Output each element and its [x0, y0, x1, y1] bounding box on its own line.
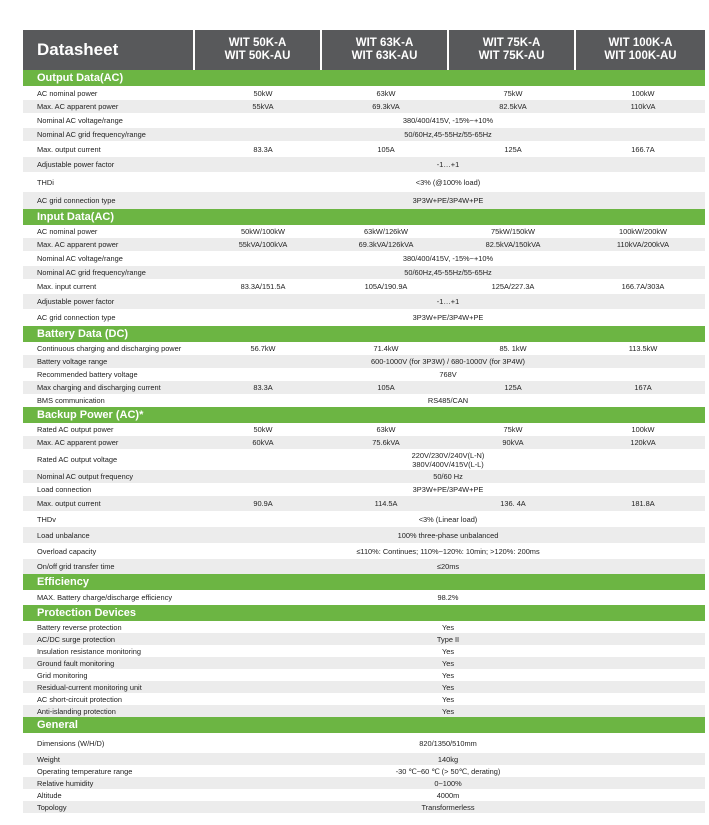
section-header: General: [23, 717, 705, 733]
spec-value-span: [248, 543, 648, 559]
spec-value-span: [248, 355, 648, 368]
section-header: Battery Data (DC): [23, 326, 705, 342]
spec-label: AC grid connection type: [37, 196, 116, 205]
spec-value: 83.3A/151.5A: [240, 282, 286, 291]
spec-value-line: 3P3W+PE/3P4W+PE: [412, 196, 484, 205]
spec-value: 105A: [377, 144, 395, 154]
spec-value: 100kW: [631, 425, 655, 434]
spec-value-span: [248, 192, 648, 209]
spec-label: AC/DC surge protection: [37, 634, 116, 644]
spec-value-span: [248, 294, 648, 309]
spec-label: Battery reverse protection: [37, 622, 122, 632]
spec-label: Altitude: [37, 790, 62, 800]
table-row: [23, 157, 705, 172]
model-variant: WIT 50K-AU: [224, 50, 291, 62]
spec-value-span: [248, 777, 648, 789]
table-row: [23, 394, 705, 407]
table-row: [23, 483, 705, 496]
spec-value: 83.3A: [253, 383, 273, 392]
spec-value-span: [248, 633, 648, 645]
spec-value-line: 140kg: [437, 754, 459, 764]
table-row: [23, 511, 705, 527]
spec-value: 166.7A/303A: [621, 282, 665, 291]
spec-value: 63kW: [376, 88, 396, 98]
spec-value-line: 380V/400V/415V(L-L): [412, 459, 484, 469]
table-row: [23, 225, 705, 238]
table-row: [23, 381, 705, 394]
spec-value-line: Yes: [441, 706, 455, 716]
spec-label: Nominal AC output frequency: [37, 472, 134, 481]
section-header: Protection Devices: [23, 605, 705, 621]
spec-label: MAX. Battery charge/discharge efficiency: [37, 593, 173, 602]
spec-value-line: <3% (Linear load): [418, 514, 478, 524]
table-row: [23, 527, 705, 543]
spec-label: Weight: [37, 754, 60, 764]
spec-value-span: [248, 113, 648, 128]
spec-value: 120kVA: [630, 438, 656, 447]
spec-label: Recommended battery voltage: [37, 370, 138, 379]
spec-label: THDi: [37, 177, 54, 187]
model-name: WIT 100K-A: [608, 37, 673, 49]
section-header: Backup Power (AC)*: [23, 407, 705, 423]
model-header-50k: [195, 30, 320, 70]
model-variant: WIT 75K-AU: [478, 50, 545, 62]
spec-value-span: [248, 483, 648, 496]
spec-value: 100kW: [631, 88, 655, 98]
spec-value: 105A/190.9A: [364, 282, 408, 291]
spec-value: 71.4kW: [373, 344, 399, 353]
spec-value: 75kW/150kW: [491, 227, 535, 236]
spec-value-span: [248, 266, 648, 279]
spec-value: 69.3kVA: [372, 102, 400, 111]
table-row: [23, 777, 705, 789]
spec-label: Max. input current: [37, 282, 97, 291]
spec-value-line: 768V: [439, 370, 457, 379]
spec-value-line: 820/1350/510mm: [419, 738, 477, 748]
table-row: [23, 621, 705, 633]
spec-value-span: [248, 733, 648, 753]
spec-value-line: Yes: [441, 670, 455, 680]
table-row: [23, 543, 705, 559]
spec-value: 50kW: [253, 425, 273, 434]
spec-value-line: RS485/CAN: [427, 396, 469, 405]
spec-label: Adjustable power factor: [37, 160, 115, 169]
table-row: [23, 705, 705, 717]
spec-value-line: 0~100%: [434, 778, 462, 788]
spec-value: 55kVA: [252, 102, 274, 111]
table-row: [23, 251, 705, 266]
spec-label: Load unbalance: [37, 530, 90, 540]
spec-value-line: 98.2%: [437, 593, 459, 602]
table-row: [23, 669, 705, 681]
spec-label: Operating temperature range: [37, 766, 133, 776]
spec-value-line: 3P3W+PE/3P4W+PE: [412, 313, 484, 322]
spec-value-line: <3% (@100% load): [415, 177, 481, 187]
spec-label: BMS communication: [37, 396, 105, 405]
table-row: [23, 368, 705, 381]
spec-value: 110kVA/200kVA: [616, 240, 670, 249]
table-row: [23, 100, 705, 113]
section-header: Input Data(AC): [23, 209, 705, 225]
spec-value-line: ≤20ms: [436, 562, 460, 571]
spec-label: AC nominal power: [37, 227, 98, 236]
spec-value-span: [248, 511, 648, 527]
spec-value: 60kVA: [252, 438, 274, 447]
section-header: Output Data(AC): [23, 70, 705, 86]
spec-value: 82.5kVA: [499, 102, 527, 111]
spec-value: 136. 4A: [500, 499, 526, 508]
spec-label: Battery voltage range: [37, 357, 108, 366]
spec-label: Adjustable power factor: [37, 297, 115, 306]
spec-value-line: 100% three-phase unbalanced: [397, 530, 499, 540]
table-row: [23, 693, 705, 705]
spec-value: 167A: [634, 383, 652, 392]
table-row: [23, 423, 705, 436]
table-row: [23, 645, 705, 657]
section-header: Efficiency: [23, 574, 705, 590]
table-row: [23, 496, 705, 511]
spec-value-span: [248, 621, 648, 633]
table-row: [23, 559, 705, 574]
spec-value-line: 380/400/415V, -15%~+10%: [402, 116, 494, 125]
table-body: [23, 70, 705, 813]
spec-value: 69.3kVA/126kVA: [358, 240, 414, 249]
spec-value-line: Type II: [436, 634, 460, 644]
spec-value-span: [248, 368, 648, 381]
spec-value-line: 50/60Hz,45-55Hz/55-65Hz: [404, 268, 492, 277]
spec-value: 50kW: [253, 88, 273, 98]
table-row: [23, 657, 705, 669]
spec-value: 85. 1kW: [499, 344, 527, 353]
table-row: [23, 342, 705, 355]
table-row: [23, 436, 705, 449]
model-variant: WIT 100K-AU: [604, 50, 677, 62]
table-row: [23, 309, 705, 326]
spec-value-span: [248, 128, 648, 141]
spec-label: Nominal AC grid frequency/range: [37, 268, 146, 277]
table-row: [23, 633, 705, 645]
spec-label: Anti-islanding protection: [37, 706, 116, 716]
table-row: [23, 238, 705, 251]
spec-label: Rated AC output voltage: [37, 455, 118, 464]
table-row: [23, 172, 705, 192]
model-header-100k: [576, 30, 705, 70]
spec-label: Residual-current monitoring unit: [37, 682, 142, 692]
spec-label: Max. output current: [37, 144, 101, 154]
spec-label: Continuous charging and discharging power: [37, 344, 182, 353]
table-row: [23, 801, 705, 813]
spec-label: Insulation resistance monitoring: [37, 646, 141, 656]
spec-label: Load connection: [37, 485, 92, 494]
spec-label: THDv: [37, 514, 56, 524]
spec-label: Max. AC apparent power: [37, 240, 119, 249]
spec-value-span: [248, 251, 648, 266]
spec-label: Max charging and discharging current: [37, 383, 161, 392]
spec-value-line: 220V/230V/240V(L-N): [411, 450, 485, 460]
spec-value: 90kVA: [502, 438, 524, 447]
table-row: [23, 192, 705, 209]
spec-label: Topology: [37, 802, 67, 812]
table-row: [23, 470, 705, 483]
table-row: [23, 765, 705, 777]
table-row: [23, 681, 705, 693]
spec-value: 82.5kVA/150kVA: [485, 240, 541, 249]
spec-value-span: [248, 157, 648, 172]
spec-label: Relative humidity: [37, 778, 94, 788]
table-row: [23, 449, 705, 470]
table-row: [23, 113, 705, 128]
spec-value: 125A: [504, 383, 522, 392]
spec-label: Dimensions (W/H/D): [37, 738, 105, 748]
spec-value: 113.5kW: [628, 344, 658, 353]
table-row: [23, 294, 705, 309]
spec-value: 166.7A: [631, 144, 655, 154]
spec-label: Nominal AC grid frequency/range: [37, 130, 146, 139]
model-variant: WIT 63K-AU: [351, 50, 418, 62]
table-header: [23, 30, 705, 70]
spec-value-line: 3P3W+PE/3P4W+PE: [412, 485, 484, 494]
table-row: [23, 789, 705, 801]
spec-value-line: Yes: [441, 658, 455, 668]
model-name: WIT 75K-A: [482, 37, 541, 49]
spec-value-span: [248, 753, 648, 765]
spec-value: 125A/227.3A: [491, 282, 535, 291]
table-row: [23, 141, 705, 157]
spec-value-span: [248, 705, 648, 717]
spec-value-line: Yes: [441, 682, 455, 692]
spec-value-line: 50/60 Hz: [433, 472, 463, 481]
table-row: [23, 266, 705, 279]
model-name: WIT 63K-A: [355, 37, 414, 49]
spec-value-line: ≤110%: Continues; 110%~120%: 10min; >120%: 200ms: [356, 546, 540, 556]
spec-value: 114.5A: [374, 499, 398, 508]
spec-label: Grid monitoring: [37, 670, 88, 680]
spec-value-span: [248, 590, 648, 605]
spec-label: Max. output current: [37, 499, 101, 508]
spec-value: 75kW: [503, 425, 523, 434]
spec-value-line: -1…+1: [436, 297, 460, 306]
table-row: [23, 128, 705, 141]
spec-label: Max. AC apparent power: [37, 438, 119, 447]
spec-value-span: [248, 527, 648, 543]
spec-value-span: [248, 789, 648, 801]
spec-value-line: Yes: [441, 622, 455, 632]
spec-value-span: [248, 559, 648, 574]
spec-label: Nominal AC voltage/range: [37, 116, 123, 125]
table-row: [23, 86, 705, 100]
spec-value-line: -1…+1: [436, 160, 460, 169]
table-row: [23, 733, 705, 753]
spec-value-span: [248, 172, 648, 192]
model-name: WIT 50K-A: [228, 37, 287, 49]
spec-label: Rated AC output power: [37, 425, 114, 434]
spec-value: 55kVA/100kVA: [238, 240, 288, 249]
spec-value-line: 600-1000V (for 3P3W) / 680-1000V (for 3P4W): [370, 357, 526, 366]
spec-value-span: [248, 657, 648, 669]
spec-value: 63kW: [376, 425, 396, 434]
model-header-75k: [449, 30, 574, 70]
spec-value: 75.6kVA: [372, 438, 400, 447]
spec-value-span: [248, 669, 648, 681]
spec-label: Overload capacity: [37, 546, 97, 556]
spec-value-line: 50/60Hz,45-55Hz/55-65Hz: [404, 130, 492, 139]
spec-value-line: 4000m: [436, 790, 460, 800]
spec-label: Ground fault monitoring: [37, 658, 115, 668]
spec-value-span: [248, 801, 648, 813]
table-row: [23, 279, 705, 294]
spec-value: 75kW: [503, 88, 523, 98]
table-row: [23, 753, 705, 765]
spec-label: Nominal AC voltage/range: [37, 254, 123, 263]
spec-value-line: 380/400/415V, -15%~+10%: [402, 254, 494, 263]
spec-value-span: [248, 645, 648, 657]
spec-value-line: Yes: [441, 646, 455, 656]
spec-value: 100kW/200kW: [618, 227, 668, 236]
spec-label: On/off grid transfer time: [37, 562, 115, 571]
spec-value: 83.3A: [253, 144, 273, 154]
spec-value-span: [248, 309, 648, 326]
spec-label: AC nominal power: [37, 88, 98, 98]
spec-value-line: Transformerless: [421, 802, 475, 812]
spec-value-span: [248, 693, 648, 705]
datasheet-title: Datasheet: [37, 40, 119, 59]
spec-value: 181.8A: [631, 499, 655, 508]
spec-value-span: [248, 765, 648, 777]
spec-value: 110kVA: [630, 102, 656, 111]
spec-value-line: -30 ℃~60 ℃ (> 50℃, derating): [395, 766, 501, 776]
spec-value-span: [248, 449, 648, 470]
table-row: [23, 590, 705, 605]
table-row: [23, 355, 705, 368]
spec-value-span: [248, 681, 648, 693]
spec-value: 63kW/126kW: [364, 227, 408, 236]
spec-value: 105A: [377, 383, 395, 392]
spec-label: AC short-circuit protection: [37, 694, 123, 704]
spec-value: 56.7kW: [250, 344, 276, 353]
spec-value: 90.9A: [253, 499, 273, 508]
spec-label: AC grid connection type: [37, 313, 116, 322]
spec-label: Max. AC apparent power: [37, 102, 119, 111]
spec-value-span: [248, 394, 648, 407]
datasheet-table: [23, 30, 705, 813]
spec-value-span: [248, 470, 648, 483]
model-header-63k: [322, 30, 447, 70]
spec-value: 50kW/100kW: [241, 227, 285, 236]
spec-value: 125A: [504, 144, 522, 154]
spec-value-line: Yes: [441, 694, 455, 704]
